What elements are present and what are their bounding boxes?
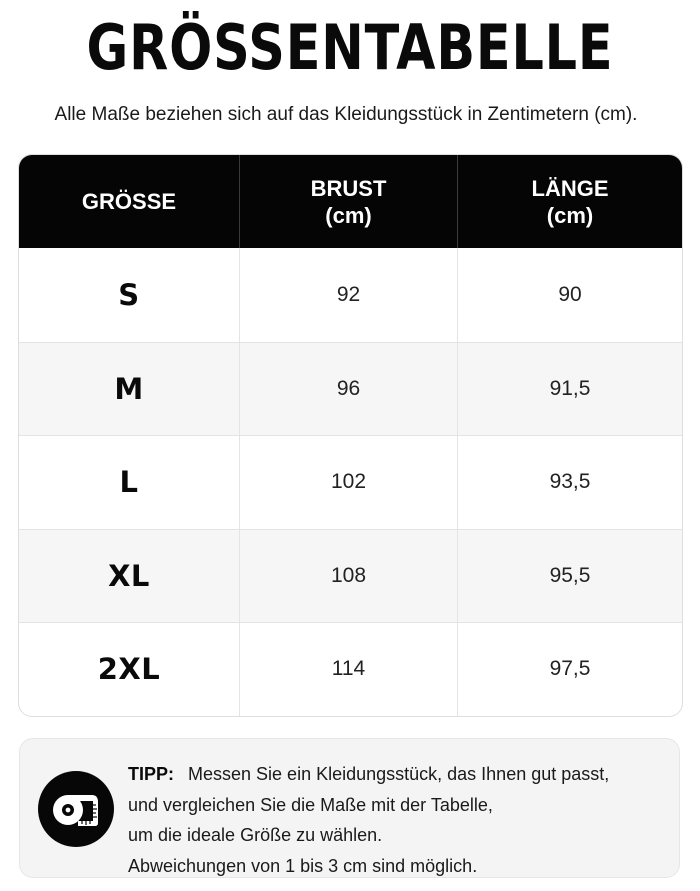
- header-brust: [239, 155, 457, 248]
- laenge-cell: 90: [457, 248, 682, 342]
- tip-line-text: Abweichungen von 1 bis 3 cm sind möglich.: [128, 855, 478, 876]
- tip-line-text: um die ideale Größe zu wählen.: [128, 825, 383, 845]
- tip-text: [128, 759, 668, 881]
- laenge-cell: 91,5: [457, 343, 682, 436]
- measuring-tape-icon: [38, 771, 114, 847]
- table-row: [19, 248, 682, 342]
- size-cell: 2XL: [97, 652, 161, 687]
- size-cell: S: [118, 277, 140, 312]
- table-row: [19, 435, 682, 529]
- table-header: [19, 155, 682, 248]
- size-cell: XL: [108, 558, 150, 593]
- tip-box: [19, 738, 680, 878]
- brust-cell: 96: [239, 343, 457, 436]
- page-subtitle: Alle Maße beziehen sich auf das Kleidungsstück in Zentimetern (cm).: [54, 104, 638, 125]
- brust-cell: 92: [239, 248, 457, 342]
- size-table: [18, 154, 683, 717]
- header-laenge-unit: (cm): [546, 202, 594, 228]
- header-brust-unit: (cm): [325, 202, 372, 228]
- size-cell: L: [119, 465, 139, 500]
- table-row: [19, 622, 682, 716]
- laenge-cell: 93,5: [457, 436, 682, 529]
- header-laenge-label: LÄNGE: [531, 175, 609, 201]
- tip-line-text: Messen Sie ein Kleidungsstück, das Ihnen gut passt,: [188, 764, 610, 784]
- table-row: [19, 529, 682, 623]
- tip-label: TIPP:: [128, 764, 175, 784]
- tip-line: [128, 759, 668, 790]
- header-brust-label: BRUST: [310, 175, 387, 201]
- table-body: [19, 248, 682, 716]
- laenge-cell: 97,5: [457, 623, 682, 716]
- brust-cell: 102: [239, 436, 457, 529]
- header-groesse-label: GRÖSSE: [81, 189, 177, 214]
- header-groesse: [19, 155, 239, 248]
- table-row: [19, 342, 682, 436]
- brust-cell: 108: [239, 530, 457, 623]
- laenge-cell: 95,5: [457, 530, 682, 623]
- tip-line-text: und vergleichen Sie die Maße mit der Tabelle,: [128, 794, 493, 815]
- size-cell: M: [114, 371, 144, 406]
- page-title: GRÖSSENTABELLE: [86, 11, 614, 84]
- header-laenge: [457, 155, 682, 248]
- brust-cell: 114: [239, 623, 457, 716]
